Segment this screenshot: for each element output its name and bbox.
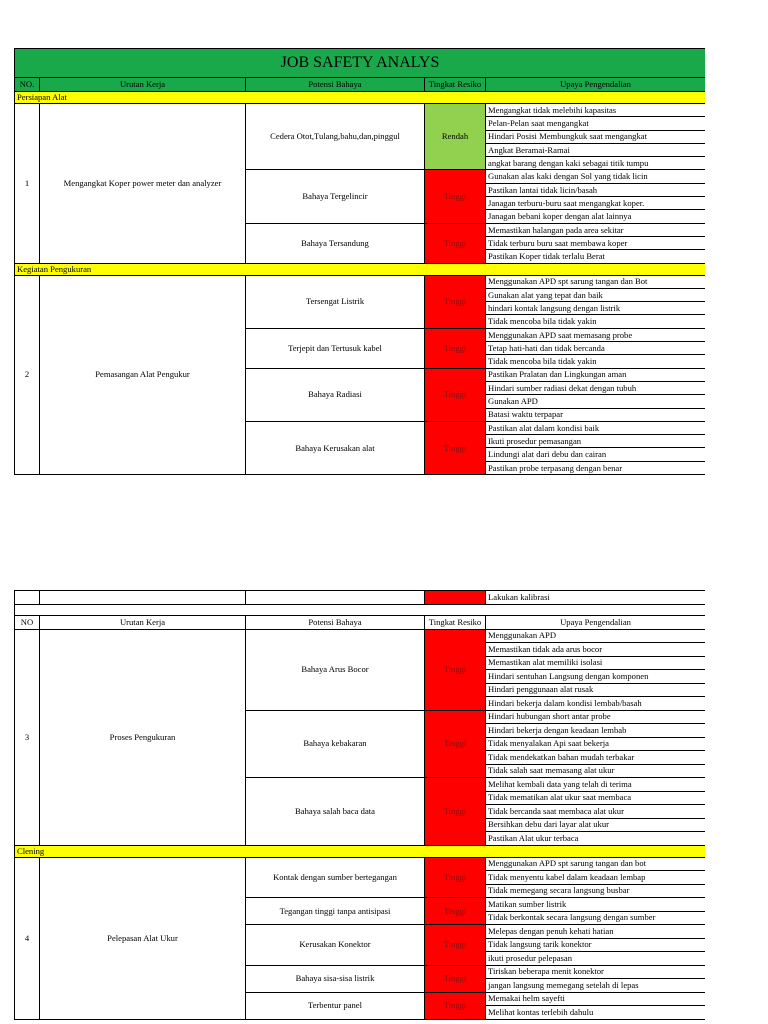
control-measure: Janagan bebani koper dengan alat lainnya [486,210,706,223]
control-measure: Memakai helm sayefti [486,992,706,1006]
risk-level: Tinggi [425,170,486,223]
header-upaya: Upaya Pengendalian [486,615,706,629]
control-measure: Gunakan alat yang tepat dan baik [486,288,706,301]
control-measure: Ikuti prosedur pemasangan [486,435,706,448]
header-urutan: Urutan Kerja [40,615,246,629]
risk-level: Tinggi [425,710,486,778]
control-measure: Tidak langsung tarik konektor [486,938,706,952]
hazard-potential: Tersengat Listrik [246,275,425,328]
control-measure: Hindari sentuhan Langsung dengan komponen [486,670,706,684]
risk-level: Rendah [425,104,486,170]
control-measure: Angkat Beramai-Ramai [486,143,706,156]
control-measure: Tidak terburu buru saat membawa koper [486,236,706,249]
jsa-row [15,857,706,871]
risk-level: Tinggi [425,898,486,925]
control-measure: Tidak bercanda saat membaca alat ukur [486,805,706,819]
control-measure: Hindari penggunaan alat rusak [486,683,706,697]
control-measure: Hindari sumber radiasi dekat dengan tubuh [486,381,706,394]
header-no: NO. [15,78,40,92]
step-number: 3 [15,629,40,845]
control-measure: Tidak mencoba bila tidak yakin [486,315,706,328]
risk-level: Tinggi [425,368,486,421]
control-measure: Matikan sumber listrik [486,898,706,912]
control-measure: Lindungi alat dari debu dan cairan [486,448,706,461]
risk-level [425,591,486,605]
control-measure: Pelan-Pelan saat mengangkat [486,117,706,130]
control-measure: Memastikan alat memiliki isolasi [486,656,706,670]
control-measure: Melihat kontas terlebih dahulu [486,1006,706,1020]
hazard-potential: Kerusakan Konektor [246,925,425,966]
control-measure: Lakukan kalibrasi [486,591,706,605]
control-measure: Hindari bekerja dalam kondisi lembab/basah [486,697,706,711]
control-measure: Tidak menyalakan Api saat bekerja [486,737,706,751]
control-measure: Tidak mendekatkan bahan mudah terbakar [486,751,706,765]
control-measure: Memastikan halangan pada area sekitar [486,223,706,236]
hazard-potential [246,591,425,605]
hazard-potential: Terjepit dan Tertusuk kabel [246,328,425,368]
jsa-row [15,275,706,288]
step-number [15,591,40,605]
jsa-table-part-1 [14,48,705,475]
control-measure: Bersihkan debu dari layar alat ukur [486,818,706,832]
hazard-potential: Cedera Otot,Tulang,bahu,dan,pinggul [246,104,425,170]
hazard-potential: Bahaya salah baca data [246,778,425,846]
page-title: JOB SAFETY ANALYS [15,49,706,78]
header-row [15,78,706,92]
step-number: 4 [15,857,40,1019]
control-measure: Pastikan lantai tidak licin/basah [486,183,706,196]
step-activity: Proses Pengukuran [40,629,246,845]
control-measure: Batasi waktu terpapar [486,408,706,421]
control-measure: Menggunakan APD saat memasang probe [486,328,706,341]
section-label: Persiapan Alat [15,92,706,104]
control-measure: Menggunakan APD spt sarung tangan dan bot [486,857,706,871]
jsa-row [15,104,706,117]
control-measure: jangan langsung memegang setelah di lepas [486,979,706,993]
risk-level: Tinggi [425,421,486,474]
hazard-potential: Kontak dengan sumber bertegangan [246,857,425,898]
control-measure: Pastikan Koper tidak terlalu Berat [486,250,706,263]
step-activity: Pelepasan Alat Ukur [40,857,246,1019]
control-measure: Gunakan alas kaki dengan Sol yang tidak licin [486,170,706,183]
control-measure: Tidak mematikan alat ukur saat membaca [486,791,706,805]
step-number: 2 [15,275,40,474]
jsa-row [15,629,706,643]
step-number: 1 [15,104,40,264]
hazard-potential: Bahaya Tergelincir [246,170,425,223]
control-measure: Tidak mencoba bila tidak yakin [486,355,706,368]
section-row [15,263,706,275]
header-tingkat: Tingkat Resiko [425,78,486,92]
section-label: Kegiatan Pengukuran [15,263,706,275]
control-measure: Menggunakan APD spt sarung tangan dan Bot [486,275,706,288]
hazard-potential: Bahaya Tersandung [246,223,425,263]
control-measure: Tetap hati-hati dan tidak bercanda [486,342,706,355]
control-measure: Tidak berkontak secara langsung dengan sumber [486,911,706,925]
control-measure: Janagan terburu-buru saat mengangkat koper. [486,197,706,210]
jsa-page-2 [14,590,705,1024]
control-measure: Hindari Posisi Membungkuk saat mengangkat [486,130,706,143]
control-measure: Hindari bekerja dengan keadaan lembab [486,724,706,738]
header-tingkat: Tingkat Resiko [425,615,486,629]
control-measure: Gunakan APD [486,395,706,408]
hazard-potential: Bahaya kebakaran [246,710,425,778]
header-urutan: Urutan Kerja [40,78,246,92]
risk-level: Tinggi [425,992,486,1019]
jsa-page-1 [14,48,705,488]
control-measure: ikuti prosedur pelepasan [486,952,706,966]
risk-level: Tinggi [425,275,486,328]
control-measure: Melihat kembali data yang telah di terima [486,778,706,792]
header-potensi: Potensi Bahaya [246,78,425,92]
step-activity: Mengangkat Koper power meter dan analyzer [40,104,246,264]
control-measure: Pastikan Pralatan dan Lingkungan aman [486,368,706,381]
jsa-table-part-2 [14,590,705,1020]
step-activity: Pemasangan Alat Pengukur [40,275,246,474]
step-activity [40,591,246,605]
risk-level: Tinggi [425,925,486,966]
control-measure: Melepas dengan penuh kehati hatian [486,925,706,939]
control-measure: Mengangkat tidak melebihi kapasitas [486,104,706,117]
risk-level: Tinggi [425,629,486,710]
hazard-potential: Bahaya Radiasi [246,368,425,421]
control-measure: Pastikan Alat ukur terbaca [486,832,706,846]
section-row [15,845,706,857]
control-measure: Memastikan tidak ada arus bocor [486,643,706,657]
risk-level: Tinggi [425,328,486,368]
control-measure: Menggunakan APD [486,629,706,643]
header-row [15,615,706,629]
control-measure: hindari kontak langsung dengan listrik [486,302,706,315]
hazard-potential: Bahaya Arus Bocor [246,629,425,710]
spacer-row [15,604,706,615]
section-label: Clening [15,845,706,857]
control-measure: Tiriskan beberapa menit konektor [486,965,706,979]
hazard-potential: Bahaya sisa-sisa listrik [246,965,425,992]
header-upaya: Upaya Pengendalian [486,78,706,92]
spacer-cell [15,604,706,615]
risk-level: Tinggi [425,778,486,846]
control-measure: Tidak salah saat memasang alat ukur [486,764,706,778]
control-measure: Tidak memegang secara langsung busbar [486,884,706,898]
control-measure: Pastikan alat dalam kondisi baik [486,421,706,434]
section-row [15,92,706,104]
hazard-potential: Bahaya Kerusakan alat [246,421,425,474]
control-measure: angkat barang dengan kaki sebagai titik tumpu [486,157,706,170]
control-measure: Tidak menyentu kabel dalam keadaan lembap [486,871,706,885]
control-measure: Hindari hubungan short antar probe [486,710,706,724]
control-measure: Pastikan probe terpasang dengan benar [486,461,706,474]
risk-level: Tinggi [425,857,486,898]
hazard-potential: Terbentur panel [246,992,425,1019]
jsa-row [15,591,706,605]
risk-level: Tinggi [425,965,486,992]
title-row [15,49,706,78]
header-no: NO [15,615,40,629]
risk-level: Tinggi [425,223,486,263]
hazard-potential: Tegangan tinggi tanpa antisipasi [246,898,425,925]
header-potensi: Potensi Bahaya [246,615,425,629]
